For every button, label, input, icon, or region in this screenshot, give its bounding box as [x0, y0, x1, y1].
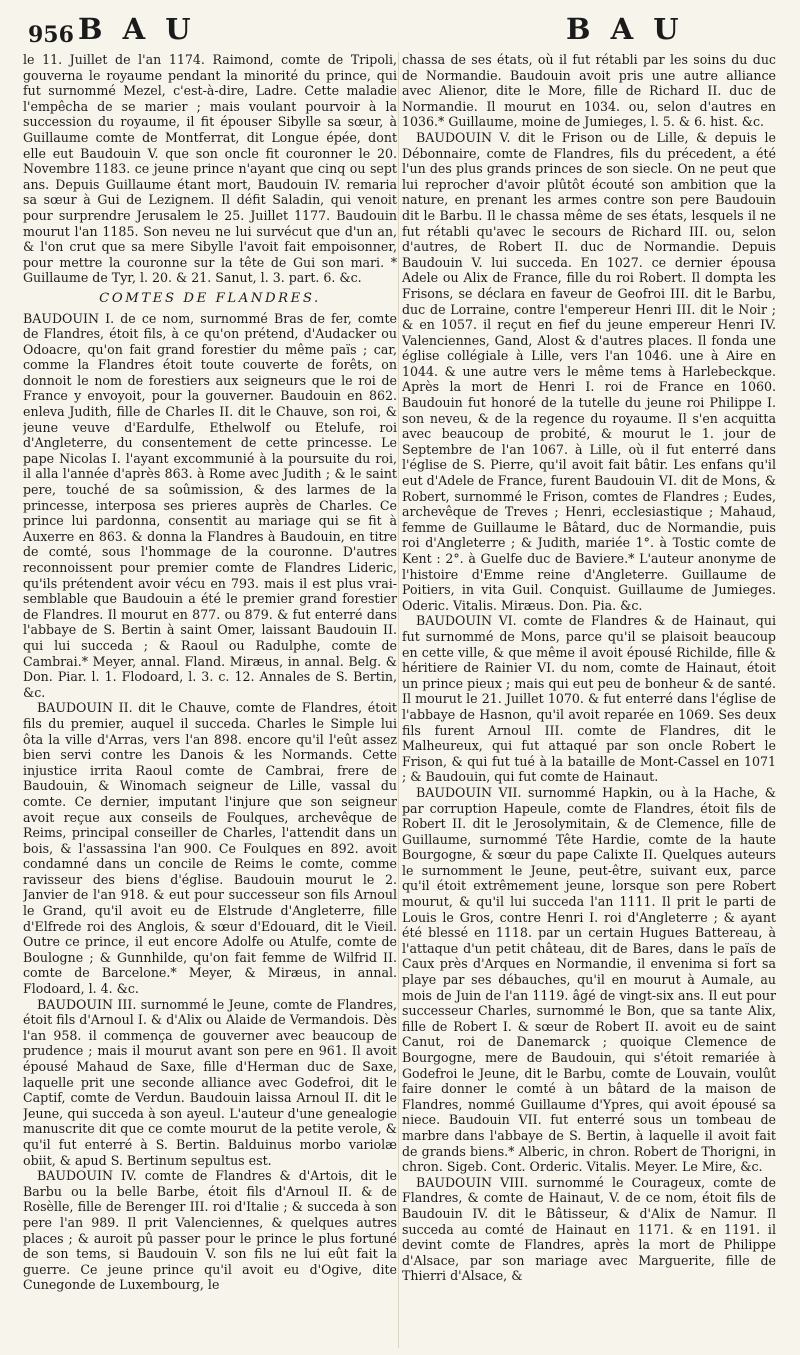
entry-paragraph: chassa de ses états, où il fut rétabli par les soins du duc de Normandie. Baudouin avoit pris une autre alliance avec Alienor, dite le More, fille de Richard II. duc de Normandie. Il mourut en 1034. ou, selon d'autres en 1036.* Guillaume, moine de Jumieges, l. 5. & 6. hist. &c. — [402, 52, 776, 130]
running-head-right: B A U — [566, 12, 684, 46]
running-head-left: B A U — [78, 12, 196, 46]
entry-paragraph: le 11. Juillet de l'an 1174. Raimond, comte de Tripoli, gouverna le royaume pendant la minorité du prince, qui fut surnommé Mezel, c'est-à-dire, Ladre. Cette maladie l'empêcha de se marier ; mais voulant pourvoir à la succession du royaume, il fit épouser Sibylle sa sœur, à Guillaume comte de Montferrat, dit Longue épée, dont elle eut Baudouin V. que son oncle fit couronner le 20. Novembre 1183. ce jeune prince n'ayant que cinq ou sept ans. Depuis Guillaume étant mort, Baudouin IV. remaria sa sœur à Gui de Lezignem. Il défit Saladin, qui venoit pour surprendre Jerusalem le 25. Juillet 1177. Baudouin mourut l'an 1185. Son neveu ne lui survécut que d'un an, & l'on crut que sa mere Sibylle l'avoit fait empoisonner, pour mettre la couronne sur la tête de Gui son mari. * Guillaume de Tyr, l. 20. & 21. Sanut, l. 3. part. 6. &c. — [23, 52, 397, 286]
entry-paragraph: BAUDOUIN III. surnommé le Jeune, comte de Flandres, étoit fils d'Arnoul I. & d'Alix ou Alaide de Vermandois. Dès l'an 958. il commença de gouverner avec beaucoup de prudence ; mais il mourut avant son pere en 961. Il avoit épousé Mahaud de Saxe, fille d'Herman duc de Saxe, laquelle prit une seconde alliance avec Godefroi, dit le Captif, comte de Verdun. Baudouin laissa Arnoul II. dit le Jeune, qui succeda à son ayeul. L'auteur d'une genealogie manuscrite dit que ce comte mourut de la petite verole, & qu'il fut enterré à S. Bertin. Balduinus morbo variolæ obiit, & apud S. Bertinum sepultus est. — [23, 996, 397, 1168]
entry-paragraph: BAUDOUIN VII. surnommé Hapkin, ou à la Hache, & par corruption Hapeule, comte de Flandres, étoit fils de Robert II. dit le Jerosolymitain, & de Clemence, fille de Guillaume, surnommé Tête Hardie, comte de la haute Bourgogne, & sœur du pape Calixte II. Quelques auteurs le surnomment le Jeune, peut-être, suivant eux, parce qu'il étoit extrêmement jeune, lorsque son pere Robert mourut, & qu'il lui succeda l'an 1111. Il prit le parti de Louis le Gros, contre Henri I. roi d'Angleterre ; & ayant été blessé en 1118. par un certain Hugues Battereau, à l'attaque d'un petit château, dit de Bares, dans le païs de Caux près d'Arques en Normandie, il envenima si fort sa playe par ses débauches, qu'il en mourut à Aumale, au mois de Juin de l'an 1119. âgé de vingt-six ans. Il eut pour successeur Charles, surnommé le Bon, que sa tante Alix, fille de Robert I. & sœur de Robert II. avoit eu de saint Canut, roi de Danemarck ; quoique Clemence de Bourgogne, mere de Baudouin, qui s'étoit remariée à Godefroi le Jeune, dit le Barbu, comte de Louvain, voulût faire donner le comté à un bâtard de la maison de Flandres, nommé Guillaume d'Ypres, qui avoit épousé sa niece. Baudouin VII. fut enterré sous un tombeau de marbre dans l'abbaye de S. Bertin, à laquelle il avoit fait de grands biens.* Alberic, in chron. Robert de Thorigni, in chron. Sigeb. Cont. Orderic. Vitalis. Meyer. Le Mire, &c. — [402, 784, 776, 1175]
column-divider — [398, 52, 399, 1348]
entry-paragraph: BAUDOUIN VIII. surnommé le Courageux, comte de Flandres, & comte de Hainaut, V. de ce nom, étoit fils de Baudouin IV. dit le Bâtisseur, & d'Alix de Namur. Il succeda au comté de Hainaut en 1171. & en 1191. il devint comte de Flandres, après la mort de Philippe d'Alsace, par son mariage avec Marguerite, fille de Thierri d'Alsace, & — [402, 1174, 776, 1284]
entry-paragraph: BAUDOUIN IV. comte de Flandres & d'Artois, dit le Barbu ou la belle Barbe, étoit fils d'Arnoul II. & de Rosèlle, fille de Berenger III. roi d'Italie ; & succeda à son pere l'an 989. Il prit Valenciennes, & quelques autres places ; & auroit pû passer pour le prince le plus fortuné de son tems, si Baudouin V. son fils ne lui eût fait la guerre. Ce jeune prince qu'il avoit eu d'Ogive, dite Cunegonde de Luxembourg, le — [23, 1168, 397, 1293]
left-column — [23, 52, 397, 1348]
page-number: 956 — [28, 22, 74, 48]
entry-paragraph: BAUDOUIN VI. comte de Flandres & de Hainaut, qui fut surnommé de Mons, parce qu'il se plaisoit beaucoup en cette ville, & que même il avoit épousé Richilde, fille & héritiere de Rainier VI. du nom, comte de Hainaut, étoit un prince pieux ; mais qui eut peu de bonheur & de santé. Il mourut le 21. Juillet 1070. & fut enterré dans l'église de l'abbaye de Hasnon, qu'il avoit reparée en 1069. Ses deux fils furent Arnoul III. comte de Flandres, dit le Malheureux, qui fut attaqué par son oncle Robert le Frison, & qui fut tué à la bataille de Mont-Cassel en 1071 ; & Baudouin, qui fut comte de Hainaut. — [402, 613, 776, 785]
entry-paragraph: BAUDOUIN I. de ce nom, surnommé Bras de fer, comte de Flandres, étoit fils, à ce qu'on prétend, d'Audacker ou Odoacre, qu'on fait grand forestier du même païs ; car, comme la Flandres étoit toute couverte de forêts, on donnoit le nom de forestiers aux seigneurs que le roi de France y envoyoit, pour la gouverner. Baudouin en 862. enleva Judith, fille de Charles II. dit le Chauve, son roi, & jeune veuve d'Eardulfe, Ethelwolf ou Etelufe, roi d'Angleterre, du consentement de cette princesse. Le pape Nicolas I. l'ayant excommunié à la poursuite du roi, il alla l'année d'après 863. à Rome avec Judith ; & le saint pere, touché de sa soûmission, & des larmes de la princesse, interposa ses prieres auprès de Charles. Ce prince lui pardonna, consentit au mariage qui se fit à Auxerre en 863. & donna la Flandres à Baudouin, en titre de comté, sous l'hommage de la couronne. D'autres reconnoissent pour premier comte de Flandres Lideric, qu'ils prétendent avoir vécu en 793. mais il est plus vrai-semblable que Baudouin a été le premier grand forestier de Flandres. Il mourut en 877. ou 879. & fut enterré dans l'abbaye de S. Bertin à saint Omer, laissant Baudouin II. qui lui succeda ; & Raoul ou Radulphe, comte de Cambrai.* Meyer, annal. Fland. Miræus, in annal. Belg. & Don. Piar. l. 1. Flodoard, l. 3. c. 12. Annales de S. Bertin, &c. — [23, 310, 397, 700]
page-header — [0, 6, 800, 56]
right-column — [402, 52, 776, 1348]
entry-paragraph: BAUDOUIN V. dit le Frison ou de Lille, & depuis le Débonnaire, comte de Flandres, fils du précedent, a été l'un des plus grands princes de son siecle. On ne peut que lui reprocher d'avoir plûtôt écouté son ambition que la nature, en prenant les armes contre son pere Baudouin dit le Barbu. Il le chassa même de ses états, lesquels il ne fut rétabli qu'avec le secours de Richard III. ou, selon d'autres, de Robert II. duc de Normandie. Depuis Baudouin V. lui succeda. En 1027. ce dernier épousa Adele ou Alix de France, fille du roi Robert. Il dompta les Frisons, se déclara en faveur de Geofroi III. dit le Barbu, duc de Lorraine, contre l'empereur Henri III. dit le Noir ; & en 1057. il reçut en fief du jeune empereur Henri IV. Valenciennes, Gand, Alost & d'autres places. Il fonda une église collégiale à Lille, vers l'an 1046. une à Aire en 1044. & une autre vers le même tems à Harlebeckque. Après la mort de Henri I. roi de France en 1060. Baudouin fut honoré de la tutelle du jeune roi Philippe I. son neveu, & de la regence du royaume. Il s'en acquitta avec beaucoup de probité, & mourut le 1. jour de Septembre de l'an 1067. à Lille, où il fut enterré dans l'église de S. Pierre, qu'il avoit fait bâtir. Les enfans qu'il eut d'Adele de France, furent Baudouin VI. dit de Mons, & Robert, surnommé le Frison, comtes de Flandres ; Eudes, archevêque de Treves ; Henri, ecclesiastique ; Mahaud, femme de Guillaume le Bâtard, duc de Normandie, puis roi d'Angleterre ; & Judith, mariée 1°. à Tostic comte de Kent : 2°. à Guelfe duc de Baviere.* L'auteur anonyme de l'histoire d'Emme reine d'Angleterre. Guillaume de Poitiers, in vita Guil. Conquist. Guillaume de Jumieges. Oderic. Vitalis. Miræus. Don. Pia. &c. — [402, 129, 776, 613]
entry-paragraph: BAUDOUIN II. dit le Chauve, comte de Flandres, étoit fils du premier, auquel il succeda. Charles le Simple lui ôta la ville d'Arras, vers l'an 898. encore qu'il l'eût assez bien servi contre les Danois & les Normands. Cette injustice irrita Raoul comte de Cambrai, frere de Baudouin, & Winomach seigneur de Lille, vassal du comte. Ce dernier, imputant l'injure que son seigneur avoit reçue aux conseils de Foulques, archevêque de Reims, principal conseiller de Charles, l'attendit dans un bois, & l'assassina l'an 900. Ce Foulques en 892. avoit condamné dans un concile de Reims le comte, comme ravisseur des biens d'église. Baudouin mourut le 2. Janvier de l'an 918. & eut pour successeur son fils Arnoul le Grand, qu'il avoit eu de Elstrude d'Angleterre, fille d'Elfrede roi des Anglois, & sœur d'Edouard, dit le Vieil. Outre ce prince, il eut encore Adolfe ou Atulfe, comte de Boulogne ; & Gunnhilde, qu'on fait femme de Wilfrid II. comte de Barcelone.* Meyer, & Miræus, in annal. Flodoard, l. 4. &c. — [23, 700, 397, 997]
section-heading: COMTES DE FLANDRES. — [99, 290, 321, 306]
